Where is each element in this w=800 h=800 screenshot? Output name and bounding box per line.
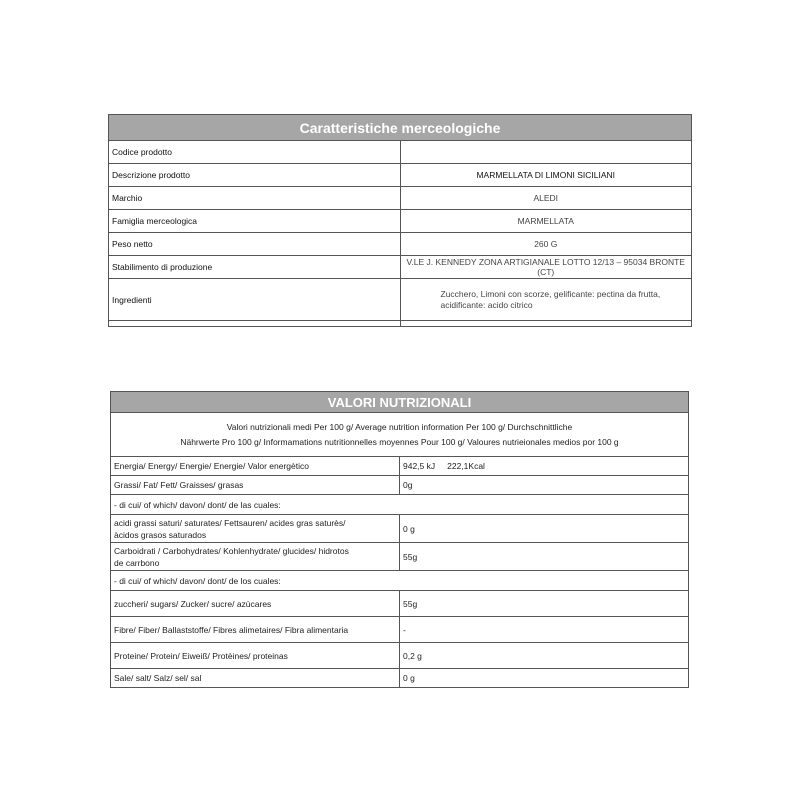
table-row: [111, 617, 689, 643]
production-plant-label: Stabilimento di produzione: [109, 256, 401, 279]
fibre-label: Fibre/ Fiber/ Ballaststoffe/ Fibres alimetaires/ Fibra alimentaria: [111, 617, 400, 643]
table-row: [111, 457, 689, 476]
product-family-value: MARMELLATA: [400, 210, 692, 233]
ingredients-line-1: Zucchero, Limoni con scorze, gelificante: pectina da frutta,: [440, 288, 661, 299]
fat-of-which-label: - di cui/ of which/ davon/ dont/ de las cuales:: [111, 495, 689, 515]
ingredients-line-2: acidificante: acido citrico: [440, 299, 533, 310]
product-description-label: Descrizione prodotto: [109, 164, 401, 187]
fibre-value: -: [400, 617, 689, 643]
table-row: [109, 187, 692, 210]
nutrition-intro-line-1: Valori nutrizionali medi Per 100 g/ Average nutrition information Per 100 g/ Durchschnittliche: [226, 421, 573, 432]
fat-value: 0g: [400, 476, 689, 495]
sugars-value: 55g: [400, 591, 689, 617]
carbs-label-line-1: Carboidrati / Carbohydrates/ Kohlenhydrate/ glucides/ hidrotos: [114, 545, 349, 556]
energy-label: Energia/ Energy/ Energie/ Energie/ Valor energètico: [111, 457, 400, 476]
net-weight-label: Peso netto: [109, 233, 401, 256]
table-row: [109, 164, 692, 187]
protein-label: Proteine/ Protein/ Eiweiß/ Protèines/ proteinas: [111, 643, 400, 669]
product-characteristics-table: [108, 114, 692, 327]
saturates-label: [111, 515, 400, 543]
table-row: [109, 210, 692, 233]
table-row: [111, 669, 689, 688]
carbs-of-which-label: - di cui/ of which/ davon/ dont/ de los cuales:: [111, 571, 689, 591]
production-plant-value: V.LE J. KENNEDY ZONA ARTIGIANALE LOTTO 12/13 – 95034 BRONTE (CT): [400, 256, 692, 279]
product-description-value: MARMELLATA DI LIMONI SICILIANI: [400, 164, 692, 187]
table-row: [111, 643, 689, 669]
nutrition-table: [110, 391, 689, 688]
net-weight-value: 260 G: [400, 233, 692, 256]
table-row: [111, 476, 689, 495]
energy-value: [400, 457, 689, 476]
saturates-value: 0 g: [400, 515, 689, 543]
ingredients-label: Ingredienti: [109, 279, 401, 321]
table-row: [111, 571, 689, 591]
carbs-label: [111, 543, 400, 571]
table-row: [109, 233, 692, 256]
nutrition-intro-line-2: Nährwerte Pro 100 g/ Informamations nutritionnelles moyennes Pour 100 g/ Valoures nutrieionales medios por 100 g: [180, 436, 619, 447]
ingredients-value: [400, 279, 692, 321]
saturates-label-line-2: àcidos grasos saturados: [114, 529, 207, 540]
table-row: [111, 495, 689, 515]
table-row: [111, 515, 689, 543]
product-table-title: Caratteristiche merceologiche: [109, 115, 692, 141]
nutrition-intro: [111, 413, 689, 457]
product-code-value: [400, 141, 692, 164]
protein-value: 0,2 g: [400, 643, 689, 669]
salt-label: Sale/ salt/ Salz/ sel/ sal: [111, 669, 400, 688]
table-row: [109, 279, 692, 321]
carbs-value: 55g: [400, 543, 689, 571]
salt-value: 0 g: [400, 669, 689, 688]
table-row: [109, 321, 692, 327]
table-row: [111, 543, 689, 571]
energy-kj: 942,5 kJ: [403, 461, 436, 471]
table-row: [111, 591, 689, 617]
product-code-label: Codice prodotto: [109, 141, 401, 164]
carbs-label-line-2: de carrbono: [114, 557, 160, 568]
table-row: [109, 141, 692, 164]
saturates-label-line-1: acidi grassi saturi/ saturates/ Fettsauren/ acides gras saturès/: [114, 517, 346, 528]
brand-value: ALEDI: [400, 187, 692, 210]
fat-label: Grassi/ Fat/ Fett/ Graisses/ grasas: [111, 476, 400, 495]
product-family-label: Famiglia merceologica: [109, 210, 401, 233]
nutrition-table-title: VALORI NUTRIZIONALI: [111, 392, 689, 413]
brand-label: Marchio: [109, 187, 401, 210]
energy-kcal: 222,1Kcal: [447, 461, 485, 471]
sugars-label: zuccheri/ sugars/ Zucker/ sucre/ azùcares: [111, 591, 400, 617]
table-row: [109, 256, 692, 279]
